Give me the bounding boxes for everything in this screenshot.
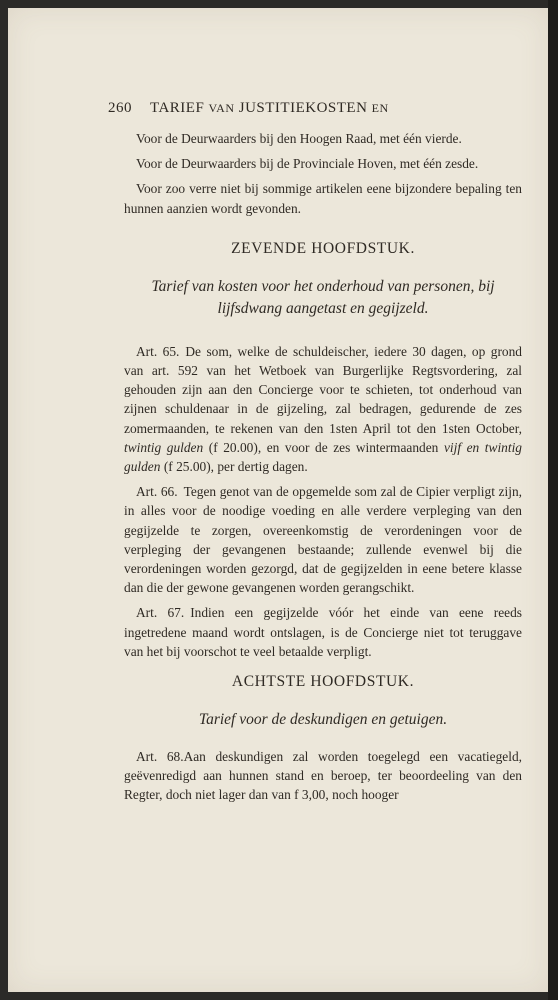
article-65-text-b: (f 20.00), en voor de zes wintermaanden	[208, 439, 439, 455]
article-66-label: Art. 66.	[136, 484, 178, 500]
intro-line-3: Voor zoo verre niet bij sommige artikelen eene bijzondere bepaling ten hunnen aanzien wordt gevonden.	[124, 181, 522, 216]
article-65-label: Art. 65.	[136, 343, 180, 359]
intro-line-1: Voor de Deurwaarders bij den Hoogen Raad, met één vierde.	[136, 131, 462, 146]
book-page	[8, 8, 548, 992]
chapter-7-title: Tarief van kosten voor het onderhoud van personen, bij lijfsdwang aangetast en gegijzeld.	[151, 277, 495, 317]
book-spine-edge	[548, 0, 558, 1000]
article-66-text: Tegen genot van de opgemelde som zal de Cipier verpligt zijn, in alles voor de noodige voeding en alle verdere verpleging van den gegijzelde te zorgen, overeenkomstig de verordeningen voor de verpleging der gevangenen bestaande; zullende evenwel bij die verordeningen worden gezorgd, dat de gegijzelden in eene betere klasse dan die der gewone gevangenen worden gerangschikt.	[124, 484, 522, 596]
intro-line-2: Voor de Deurwaarders bij de Provinciale Hoven, met één zesde.	[136, 156, 479, 172]
article-65-amount-winter: vijf en twintig gulden	[124, 439, 522, 475]
article-66	[124, 482, 522, 597]
article-68-text: Aan deskundigen zal worden toegelegd een vacatiegeld, geëvenredigd aan hunnen stand en beroep, ter beoordeeling van den Regter, doch niet lager dan van f 3,00, noch hooger	[124, 749, 522, 803]
article-68	[124, 747, 522, 805]
article-67-text: Indien een gegijzelde vóór het einde van eene reeds ingetredene maand wordt ontslagen, is de Concierge niet tot teruggave van het bij voorschot te veel betaalde verpligt.	[124, 605, 522, 659]
chapter-8-title: Tarief voor de deskundigen en getuigen.	[198, 711, 448, 729]
running-title-d: EN	[371, 101, 389, 115]
running-title-c: JUSTITIEKOSTEN	[238, 100, 368, 116]
chapter-7-heading: ZEVENDE HOOFDSTUK.	[231, 239, 415, 257]
article-65	[124, 342, 522, 476]
article-68-label: Art. 68.	[136, 749, 184, 765]
page-content	[108, 100, 522, 811]
article-65-text-c: (f 25.00), per dertig dagen.	[163, 459, 308, 475]
page-number: 260	[108, 100, 132, 116]
article-67-label: Art. 67.	[136, 605, 185, 621]
article-65-amount-summer: twintig gulden	[124, 439, 204, 455]
running-title-b: VAN	[208, 101, 235, 115]
chapter-8-heading: ACHTSTE HOOFDSTUK.	[231, 673, 415, 691]
article-67	[124, 603, 522, 661]
running-title-a: TARIEF	[149, 100, 205, 116]
article-65-text-a: De som, welke de schuldeischer, iedere 30 dagen, op grond van art. 592 van het Wetboek van Burgerlijke Regtsvordering, zal gehouden zijn aan den Concierge voor te schieten, tot onderhoud van zijnen schuldenaar in de gijzeling, zal bedragen, gedurende de zes zomermaanden, te rekenen van den 1sten April tot den 1sten October,	[124, 343, 522, 436]
running-header	[108, 100, 522, 117]
